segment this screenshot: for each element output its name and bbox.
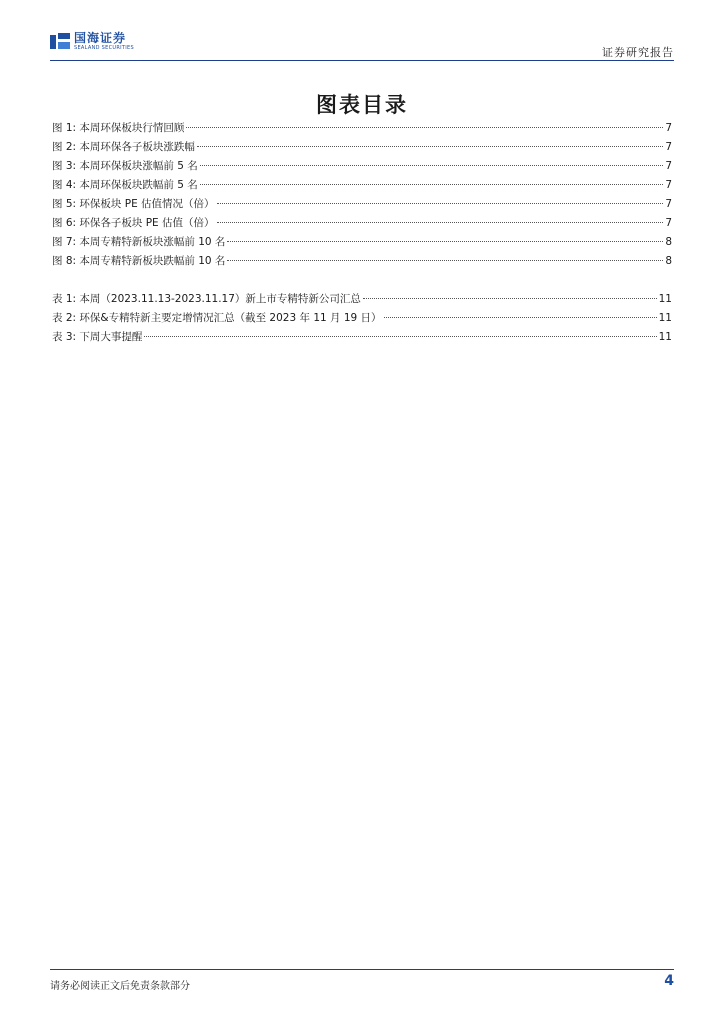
toc-entry-page: 11 — [658, 312, 672, 324]
toc-entry-label: 表 2: 环保&专精特新主要定增情况汇总（截至 2023 年 11 月 19 日） — [52, 312, 382, 324]
toc-leader-dots — [144, 336, 656, 337]
logo-mark-icon — [50, 33, 70, 51]
toc-entry-label: 图 5: 环保板块 PE 估值情况（倍） — [52, 198, 215, 210]
toc-leader-dots — [200, 165, 664, 166]
toc-entry-figure-4[interactable] — [52, 177, 672, 196]
toc-entry-figure-6[interactable] — [52, 215, 672, 234]
toc-entry-page: 7 — [665, 160, 672, 172]
toc-entry-page: 7 — [665, 217, 672, 229]
toc-leader-dots — [197, 146, 663, 147]
toc-entry-label: 表 3: 下周大事提醒 — [52, 331, 143, 343]
toc-entry-figure-1[interactable] — [52, 120, 672, 139]
toc-entry-label: 表 1: 本周（2023.11.13-2023.11.17）新上市专精特新公司汇总 — [52, 293, 361, 305]
page-footer — [50, 969, 674, 992]
toc-entry-page: 7 — [665, 122, 672, 134]
page-title: 图表目录 — [316, 92, 408, 117]
toc-entry-table-1[interactable] — [52, 291, 672, 310]
figure-list — [52, 120, 672, 272]
toc-entry-label: 图 3: 本周环保板块涨幅前 5 名 — [52, 160, 198, 172]
toc-entry-label: 图 4: 本周环保板块跌幅前 5 名 — [52, 179, 198, 191]
report-type-label: 证券研究报告 — [602, 46, 674, 59]
toc-leader-dots — [186, 127, 663, 128]
toc-entry-page: 11 — [658, 293, 672, 305]
logo-text: 国海证券 — [74, 31, 127, 45]
toc-entry-page: 11 — [658, 331, 672, 343]
toc-entry-label: 图 7: 本周专精特新板块涨幅前 10 名 — [52, 236, 226, 248]
company-logo — [50, 32, 134, 51]
toc-leader-dots — [227, 241, 663, 242]
toc-entry-table-2[interactable] — [52, 310, 672, 329]
toc-entry-figure-3[interactable] — [52, 158, 672, 177]
toc-entry-label: 图 6: 环保各子板块 PE 估值（倍） — [52, 217, 215, 229]
toc-entry-figure-7[interactable] — [52, 234, 672, 253]
toc-leader-dots — [217, 203, 664, 204]
toc-leader-dots — [384, 317, 657, 318]
toc-entry-label: 图 2: 本周环保各子板块涨跌幅 — [52, 141, 195, 153]
table-list — [52, 291, 672, 348]
toc-entry-figure-8[interactable] — [52, 253, 672, 272]
toc-entry-page: 7 — [665, 179, 672, 191]
toc-entry-label: 图 1: 本周环保板块行情回顾 — [52, 122, 185, 134]
toc-entry-figure-2[interactable] — [52, 139, 672, 158]
page-number: 4 — [664, 973, 674, 989]
toc-entry-figure-5[interactable] — [52, 196, 672, 215]
toc-entry-page: 7 — [665, 141, 672, 153]
toc-leader-dots — [363, 298, 657, 299]
toc-leader-dots — [200, 184, 664, 185]
toc-leader-dots — [217, 222, 664, 223]
toc-entry-label: 图 8: 本周专精特新板块跌幅前 10 名 — [52, 255, 226, 267]
page-header — [50, 28, 674, 61]
toc-entry-page: 7 — [665, 198, 672, 210]
disclaimer-note: 请务必阅读正文后免责条款部分 — [50, 981, 190, 992]
toc-entry-page: 8 — [665, 236, 672, 248]
toc-entry-table-3[interactable] — [52, 329, 672, 348]
toc-entry-page: 8 — [665, 255, 672, 267]
logo-subtext: SEALAND SECURITIES — [74, 45, 134, 51]
toc-leader-dots — [227, 260, 663, 261]
